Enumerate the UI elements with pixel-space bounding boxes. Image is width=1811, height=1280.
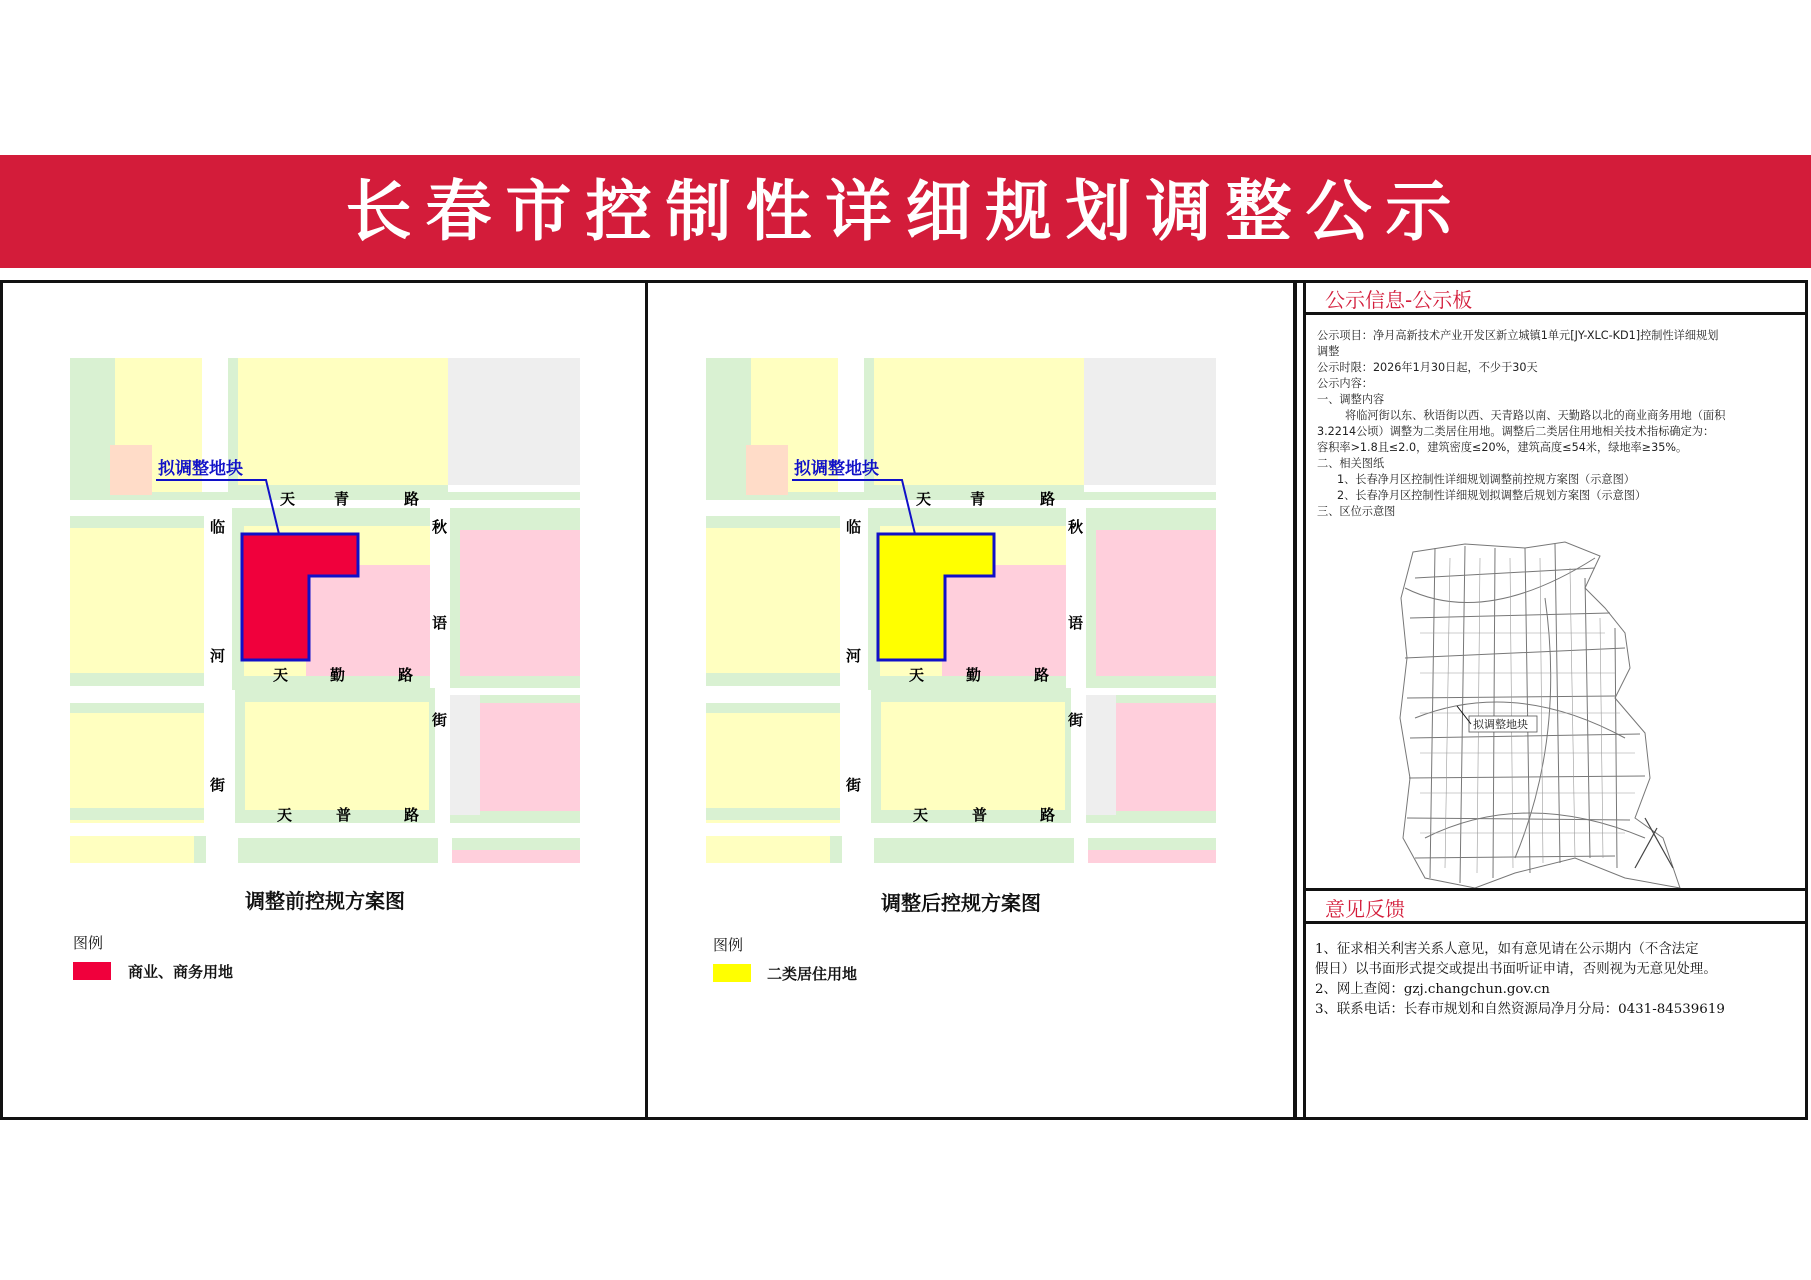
map-block xyxy=(70,516,204,686)
map-block xyxy=(706,808,840,820)
feedback-heading: 意见反馈 xyxy=(1325,897,1405,921)
map-block xyxy=(452,850,580,863)
map-block xyxy=(881,702,1065,810)
location-map-road xyxy=(1430,544,1617,883)
map-block xyxy=(706,703,840,713)
legend-heading-after: 图例 xyxy=(713,936,744,954)
map-block xyxy=(1084,358,1216,485)
map-block xyxy=(306,565,430,676)
map-block xyxy=(942,565,1066,676)
map-block xyxy=(70,673,204,686)
map-block xyxy=(706,673,840,686)
road-label-tianpu-1: 天 xyxy=(277,806,293,824)
divider-right-b xyxy=(1303,280,1306,1120)
feedback-line: 3、联系电话：长春市规划和自然资源局净月分局：0431-84539619 xyxy=(1315,1002,1725,1017)
map-block xyxy=(874,838,1074,863)
map-block xyxy=(706,516,840,686)
map-block xyxy=(1096,530,1216,676)
road-label-tianqin-3: 路 xyxy=(1034,666,1050,684)
location-map-grid xyxy=(1445,558,1603,873)
legend-label-after: 二类居住用地 xyxy=(767,965,858,983)
map-block xyxy=(70,516,204,528)
map-block xyxy=(706,516,840,528)
road-label-tianqin-2: 勤 xyxy=(330,666,346,684)
map-block xyxy=(448,358,580,485)
info-line: 三、区位示意图 xyxy=(1317,505,1396,518)
feedback-line: 1、征求相关利害关系人意见，如有意见请在公示期内（不含法定 xyxy=(1315,942,1699,957)
road-label-qiuyu-3: 街 xyxy=(432,711,448,729)
map-block xyxy=(70,703,204,713)
map-block xyxy=(706,836,830,863)
road-label-tianpu-3: 路 xyxy=(1040,806,1056,824)
info-line: 公示时限：2026年1月30日起，不少于30天 xyxy=(1317,361,1538,374)
road-label-tianqing-1: 天 xyxy=(280,490,296,508)
road-label-tianqin-2: 勤 xyxy=(966,666,982,684)
road-label-linhe-1: 临 xyxy=(846,518,862,536)
info-line: 二、相关图纸 xyxy=(1317,457,1385,470)
panel-title-before: 调整前控规方案图 xyxy=(245,889,405,913)
panel-title-after: 调整后控规方案图 xyxy=(881,891,1041,915)
road-label-tianqing-1: 天 xyxy=(916,490,932,508)
location-map-road-outer xyxy=(1635,818,1673,868)
map-block xyxy=(706,358,751,492)
map-after xyxy=(706,358,1216,863)
map-block xyxy=(706,703,840,823)
map-block xyxy=(1088,850,1216,863)
divider-left xyxy=(645,280,648,1120)
info-line: 2、长春净月区控制性详细规划拟调整后规划方案图（示意图） xyxy=(1337,489,1647,502)
callout-label: 拟调整地块 xyxy=(158,459,243,479)
road-label-qiuyu-2: 语 xyxy=(432,614,448,632)
map-block xyxy=(110,445,152,495)
callout-label: 拟调整地块 xyxy=(794,459,879,479)
road-label-tianqing-2: 青 xyxy=(334,490,350,508)
info-line: 公示项目：净月高新技术产业开发区新立城镇1单元[JY-XLC-KD1]控制性详细规划 xyxy=(1317,329,1719,342)
road-label-tianqing-3: 路 xyxy=(1040,490,1056,508)
location-map-outline xyxy=(1400,542,1680,888)
road-label-qiuyu-1: 秋 xyxy=(432,518,448,536)
road-label-tianpu-2: 普 xyxy=(336,806,352,824)
info-line: 公示内容： xyxy=(1317,377,1373,390)
road-label-qiuyu-2: 语 xyxy=(1068,614,1084,632)
map-block xyxy=(194,836,206,863)
road-label-tianqing-3: 路 xyxy=(404,490,420,508)
map-block xyxy=(70,836,194,863)
road-label-qiuyu-3: 街 xyxy=(1068,711,1084,729)
road-label-linhe-2: 河 xyxy=(846,647,862,665)
road-label-tianpu-1: 天 xyxy=(913,806,929,824)
page-title: 长春市控制性详细规划调整公示 xyxy=(345,173,1466,250)
legend-swatch-residential xyxy=(713,964,751,982)
map-block xyxy=(1086,695,1116,815)
legend-swatch-commercial xyxy=(73,962,111,980)
road-label-linhe-1: 临 xyxy=(210,518,226,536)
title-banner xyxy=(0,155,1811,268)
map-block xyxy=(70,358,115,492)
info-line: 1、长春净月区控制性详细规划调整前控规方案图（示意图） xyxy=(1337,473,1635,486)
map-block xyxy=(238,358,448,485)
road-label-linhe-3: 街 xyxy=(210,776,226,794)
map-block xyxy=(480,703,580,811)
road-label-qiuyu-1: 秋 xyxy=(1068,518,1084,536)
road-label-tianqin-1: 天 xyxy=(909,666,925,684)
feedback-line: 假日）以书面形式提交或提出书面听证申请，否则视为无意见处理。 xyxy=(1315,962,1717,977)
feedback-top-rule xyxy=(1306,888,1808,891)
info-line: 一、调整内容 xyxy=(1317,393,1385,406)
map-before-blocks xyxy=(70,358,580,863)
legend-heading-before: 图例 xyxy=(73,934,104,952)
legend-label-before: 商业、商务用地 xyxy=(128,963,234,981)
map-block xyxy=(746,445,788,495)
map-block xyxy=(245,702,429,810)
road-label-tianqing-2: 青 xyxy=(970,490,986,508)
info-line: 将临河街以东、秋语街以西、天青路以南、天勤路以北的商业商务用地（面积 xyxy=(1345,409,1726,422)
location-map-label: 拟调整地块 xyxy=(1473,718,1528,731)
road-label-tianpu-2: 普 xyxy=(972,806,988,824)
map-block xyxy=(238,838,438,863)
road-label-tianpu-3: 路 xyxy=(404,806,420,824)
map-block xyxy=(868,508,1066,526)
info-line: 3.2214公顷）调整为二类居住用地。调整后二类居住用地相关技术指标确定为： xyxy=(1317,425,1715,438)
map-block xyxy=(460,530,580,676)
info-line: 调整 xyxy=(1317,345,1340,358)
location-map xyxy=(1395,538,1685,893)
map-block xyxy=(70,808,204,820)
divider-right-a xyxy=(1293,280,1297,1120)
board-info xyxy=(1317,328,1797,520)
map-block xyxy=(874,358,1084,485)
feedback-body xyxy=(1315,940,1795,1020)
road-label-linhe-2: 河 xyxy=(210,647,226,665)
road-label-linhe-3: 街 xyxy=(846,776,862,794)
info-line: 容积率>1.8且≤2.0，建筑密度≤20%，建筑高度≤54米，绿地率≥35%。 xyxy=(1317,441,1688,454)
map-block xyxy=(232,508,430,526)
road-label-tianqin-3: 路 xyxy=(398,666,414,684)
map-block xyxy=(70,703,204,823)
map-block xyxy=(450,695,480,815)
road-label-tianqin-1: 天 xyxy=(273,666,289,684)
map-block xyxy=(1116,703,1216,811)
board-heading: 公示信息-公示板 xyxy=(1325,288,1473,312)
map-before xyxy=(70,358,580,863)
map-block xyxy=(830,836,842,863)
map-after-blocks xyxy=(706,358,1216,863)
location-map-road xyxy=(1405,558,1645,858)
location-map-pointer xyxy=(1457,706,1471,724)
feedback-line: 2、网上查阅：gzj.changchun.gov.cn xyxy=(1315,982,1550,997)
